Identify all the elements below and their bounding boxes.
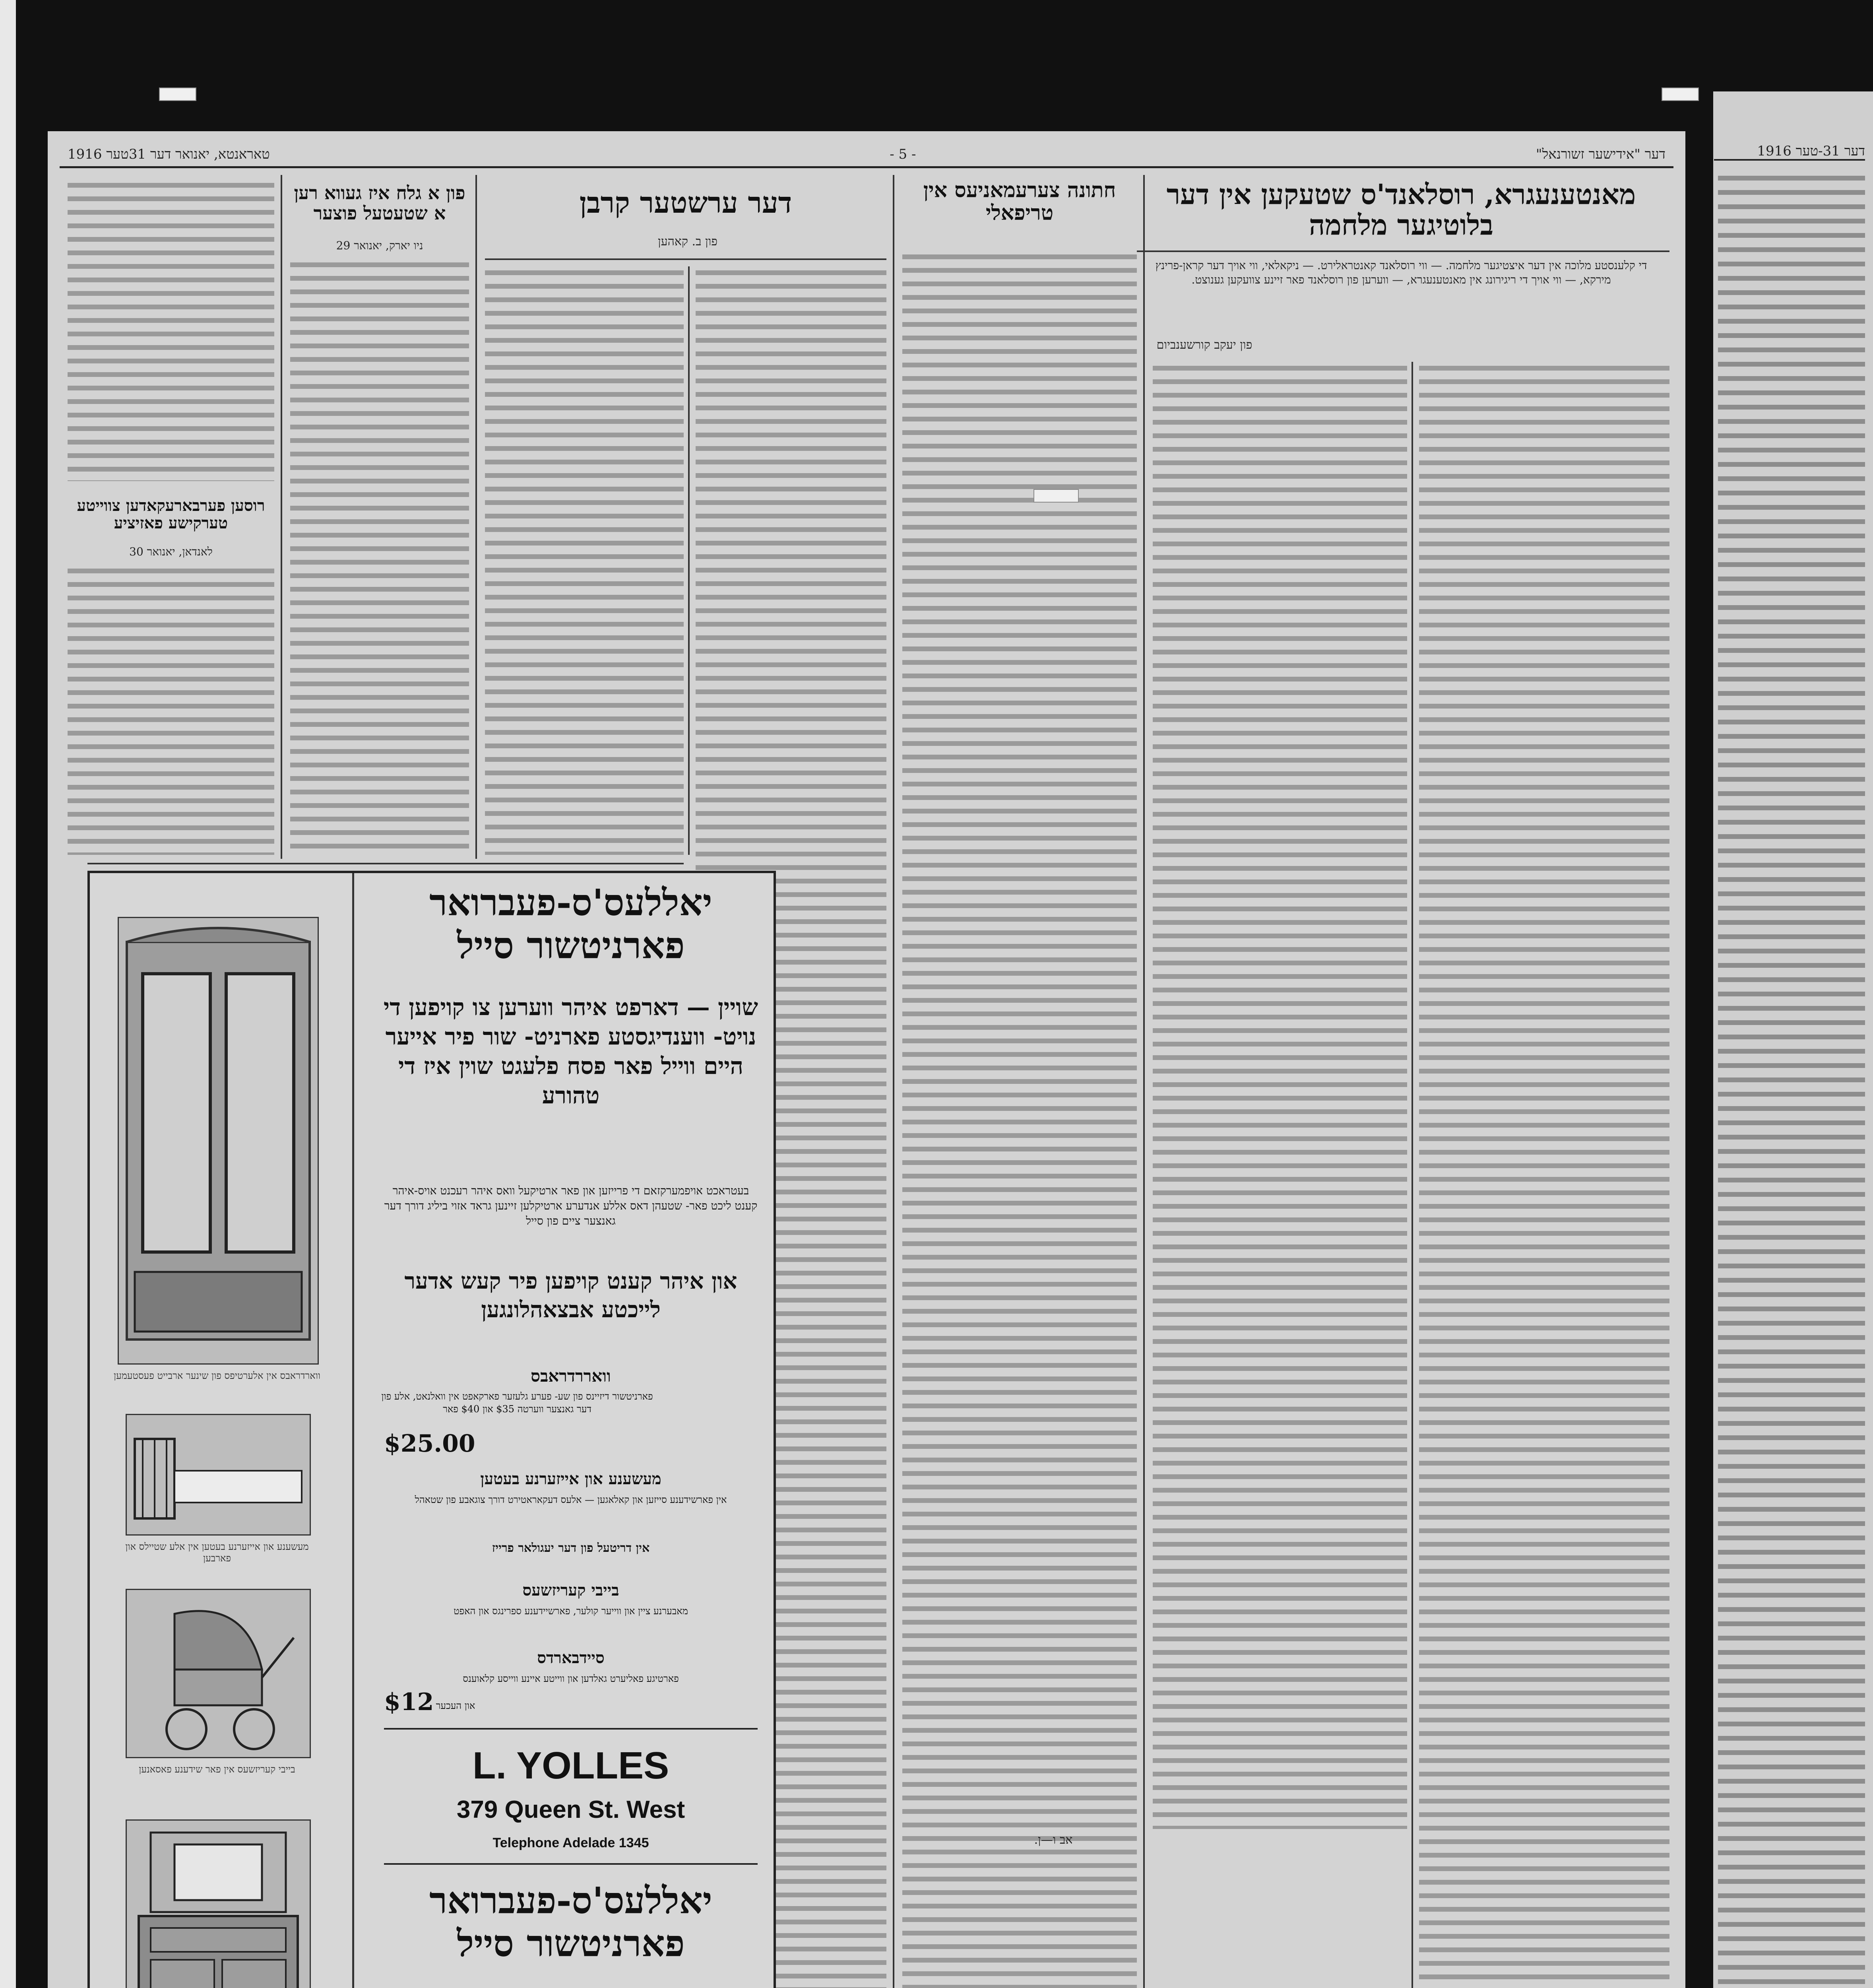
brass-text: אין פארשידענע סייזען און קאלאגען — אלעס דעקאראטירט דורך צוגאבע פון שטאהל	[415, 1494, 727, 1505]
article-column-6	[290, 258, 469, 855]
sacrifice-headline: דער ערשטער קרבן	[579, 186, 792, 219]
adjacent-page-date: דער 31-טער 1916	[1714, 143, 1865, 161]
page-header	[60, 142, 1673, 168]
russian-headline: רוסען פערבארעקאדען צווייטע טערקישע פאזיציע	[77, 496, 265, 532]
paper-name: דער "אידישער זשורנאל"	[1536, 146, 1666, 162]
sacrifice-byline: פון ב. קאהען	[657, 235, 718, 248]
wardrobe-text: פארניטשור דיזיינס פון שע- פערע גלעזער פארקאפט אין וואלנאט, אלע פון דער גאנצער ווערטה $35 און $40 פאר	[381, 1391, 653, 1415]
company-phone: Telephone Adelade 1345	[492, 1835, 649, 1850]
carriages-text: מאבערנע ציין און ווייער קולער, פארשיידענע ספרינגס און האפט	[454, 1606, 688, 1617]
article-column-2	[1153, 362, 1407, 1829]
issue-date: טאראנטא, יאנואר דער 31טער 1916	[68, 146, 270, 162]
ad-intro: שויין — דארפט איהר ווערען צו קויפען די נויט- ווענדיגסטע פארניט- שור פיר אייער היים ווייל פאר פסח פלעגט שוין איז די טהורע	[383, 994, 758, 1109]
wardrobe-price: $25.00	[384, 1430, 475, 1458]
sideboards-note: און העכער	[436, 1700, 475, 1711]
sideboards-label: סיידבארדס	[537, 1648, 605, 1667]
sideboards-price: $12	[384, 1688, 434, 1716]
company-name: L. YOLLES	[472, 1744, 669, 1787]
carriage-caption: בייבי קעריזשעס אין פאר שידענע פאסאנען	[139, 1764, 295, 1775]
montenegro-summary: די קלענסטע מלוכה אין דער איצטיגער מלחמה. — ווי רוסלאנד קאנטראלירט. — ניקאלאי, ווי אויך דער קראן-פרינץ מירקא, — ווי אויך די ריגירונג אין מאנטענעגרא, — ווערען פון רוסלאנד פאר זיינע צוועקען גענוצט.	[1155, 259, 1647, 286]
article-column-5	[485, 266, 684, 855]
rabbi-headline: פון א גלח איז געווא רען א שטעטעל פוצער	[294, 182, 465, 224]
sideboards-text: פארטיגע פאליערט גאלדען און ווייטע איינע ווייסע קלאוענס	[463, 1673, 679, 1684]
brass-label: מעשענע און אייזערנע בעטען	[480, 1470, 661, 1488]
binder-clip	[1033, 489, 1079, 503]
carriage-illustration	[126, 1589, 311, 1758]
article-column-7	[68, 179, 274, 481]
wardrobe-illustration	[118, 917, 319, 1365]
russian-dateline: לאנדאן, יאנואר 30	[129, 545, 213, 558]
article-column-3	[902, 250, 1137, 1988]
bed-illustration	[126, 1414, 311, 1536]
binder-clip	[1662, 87, 1699, 101]
binder-clip	[159, 87, 196, 101]
montenegro-headline: מאנטענעגרא, רוסלאנד'ס שטעקען אין דער בלוטיגער מלחמה	[1166, 178, 1636, 241]
montenegro-byline: פון יעקב קורשענביום	[1156, 338, 1253, 352]
wardrobe-label: וואררדראבס	[531, 1366, 611, 1386]
furniture-ad	[87, 871, 776, 1988]
carriages-label: בייבי קעריזשעס	[522, 1581, 619, 1600]
wedding-byline: אב ו—ן.	[1034, 1833, 1073, 1847]
bed-caption: מעשענע און אייזערנע בעטען אין אלע שטיילס און פארבען	[125, 1541, 309, 1564]
ad-body: בעטראכט אויפמערקזאם די פרייזען און פאר ארטיקעל וואס איהר רעכנט אויס-איהר קענט ליכט פאר- שטעהן דאס אללע אנדערע ארטיקלען זיינען גראד אזוי ביליג דורך דער גאנצער ציים פון סייל	[384, 1184, 758, 1227]
wardrobe-caption: ווארדראבס אין אלערטיפס פון שינער ארבייט פעסטעמען	[114, 1370, 320, 1381]
adjacent-page	[1713, 91, 1873, 1988]
wedding-headline: חתונה צערעמאניעס אין טריפאלי	[923, 178, 1116, 225]
sideboard-illustration	[126, 1819, 311, 1988]
ad-footer-title: יאללעס'ס-פעברואר פארניטשור סייל	[429, 1879, 712, 1965]
article-column-1	[1419, 362, 1669, 1988]
scan-edge	[0, 0, 16, 1988]
page-number: - 5 -	[890, 146, 916, 162]
company-address: 379 Queen St. West	[456, 1796, 685, 1823]
article-column-8	[68, 565, 274, 855]
cashier-label: אין דריטעל פון דער יעגולאר פרייז	[492, 1541, 650, 1555]
adjacent-page-text	[1718, 171, 1865, 1988]
rabbi-dateline: ניו יארק, יאנואר 29	[336, 239, 423, 252]
ad-callout: און איהר קענט קויפען פיר קעש אדער לייכטע אבצאהלונגען	[404, 1268, 737, 1323]
ad-title: יאללעס'ס-פעברואר פארניטשור סייל	[429, 881, 712, 967]
